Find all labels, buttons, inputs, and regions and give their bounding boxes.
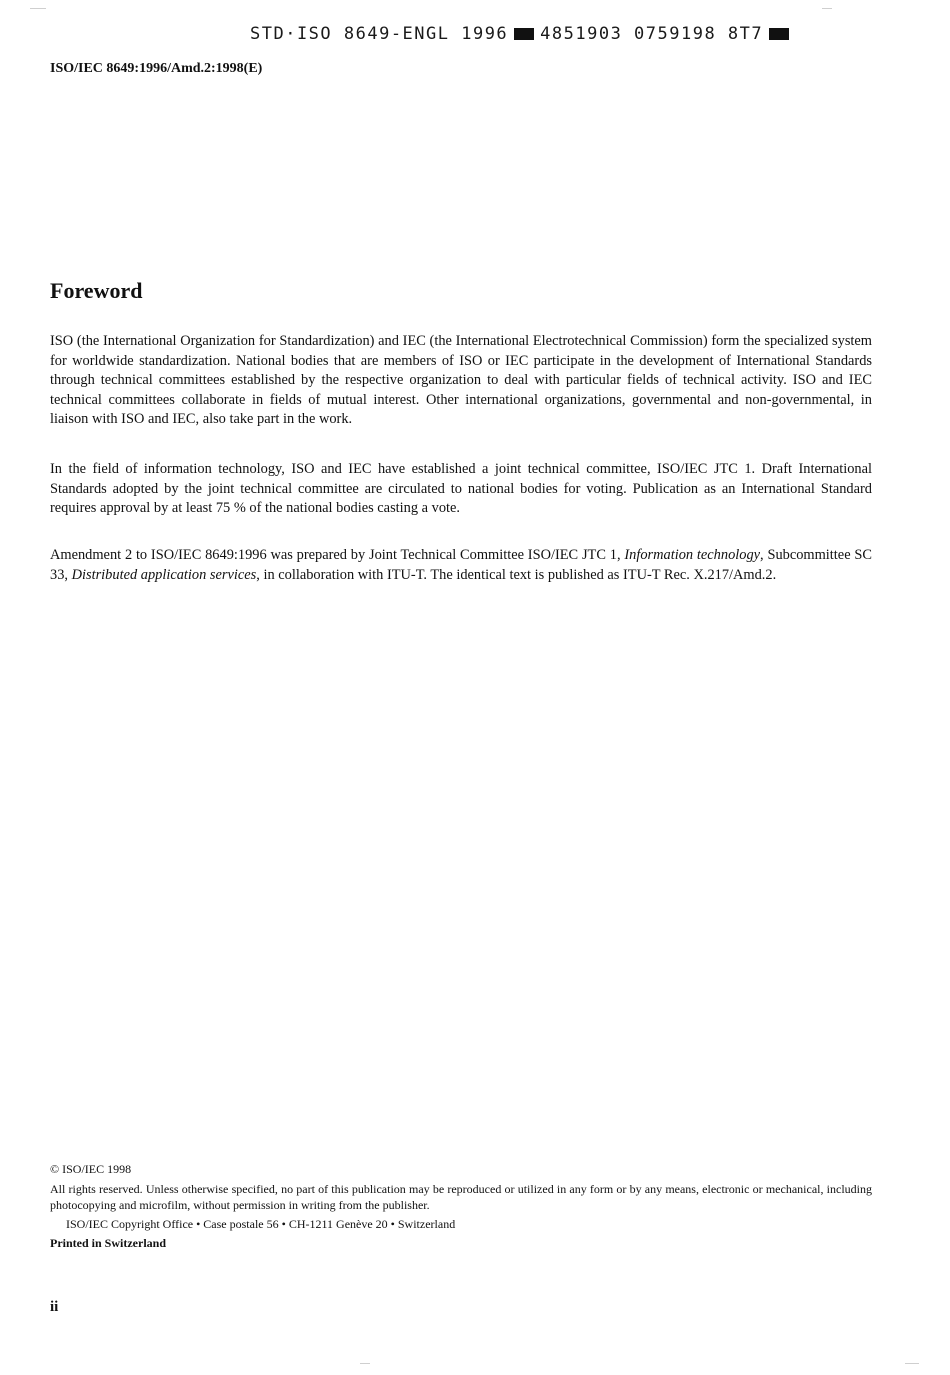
page-number: ii — [50, 1299, 59, 1315]
foreword-paragraph-2: In the field of information technology, ISO and IEC have established a joint technical committee, ISO/IEC JTC 1. Draft International Standards adopted by the joint technical committee are circulated to national bodies for voting. Publication as an International Standard requires approval by at least 75 % of the national bodies casting a vote. — [50, 461, 872, 517]
copyright-office-address: ISO/IEC Copyright Office • Case postale 56 • CH-1211 Genève 20 • Switzerland — [66, 1217, 456, 1231]
foreword-paragraph-3 — [50, 546, 872, 585]
stamp-left-text: STD·ISO 8649-ENGL 1996 — [250, 24, 509, 44]
subcommittee-title: Distributed application services — [71, 566, 257, 583]
foreword-heading: Foreword — [50, 278, 143, 303]
stamp-block-mark — [514, 28, 534, 40]
committee-title: Information technology — [624, 547, 761, 563]
stamp-block-mark-end — [769, 28, 789, 40]
printed-in: Printed in Switzerland — [50, 1236, 166, 1250]
document-stamp — [250, 24, 795, 44]
paragraph-3-text-a: Amendment 2 to ISO/IEC 8649:1996 was prepared by Joint Technical Committee ISO/IEC JTC 1, — [50, 547, 625, 563]
document-id: ISO/IEC 8649:1996/Amd.2:1998(E) — [50, 61, 263, 76]
paragraph-3-text-c: , in collaboration with ITU-T. The identical text is published as ITU-T Rec. X.217/Amd.2. — [256, 566, 777, 583]
foreword-paragraph-1: ISO (the International Organization for Standardization) and IEC (the International Electrotechnical Commission) form the specialized system for worldwide standardization. National bodies that are members of ISO or IEC participate in the development of International Standards through technical committees established by the respective organization to deal with particular fields of technical activity. ISO and IEC technical committees collaborate in fields of mutual interest. Other international organizations, governmental and non-governmental, in liaison with ISO and IEC, also take part in the work. — [50, 333, 872, 428]
stamp-right-text: 4851903 0759198 8T7 — [540, 24, 764, 44]
copyright-line: © ISO/IEC 1998 — [50, 1162, 132, 1176]
rights-notice: All rights reserved. Unless otherwise specified, no part of this publication may be reproduced or utilized in any form or by any means, electronic or mechanical, including photocopying and microfilm, without permission in writing from the publisher. — [50, 1182, 872, 1212]
paragraph-3-text-b: , Subcommittee SC 33, — [50, 547, 872, 583]
